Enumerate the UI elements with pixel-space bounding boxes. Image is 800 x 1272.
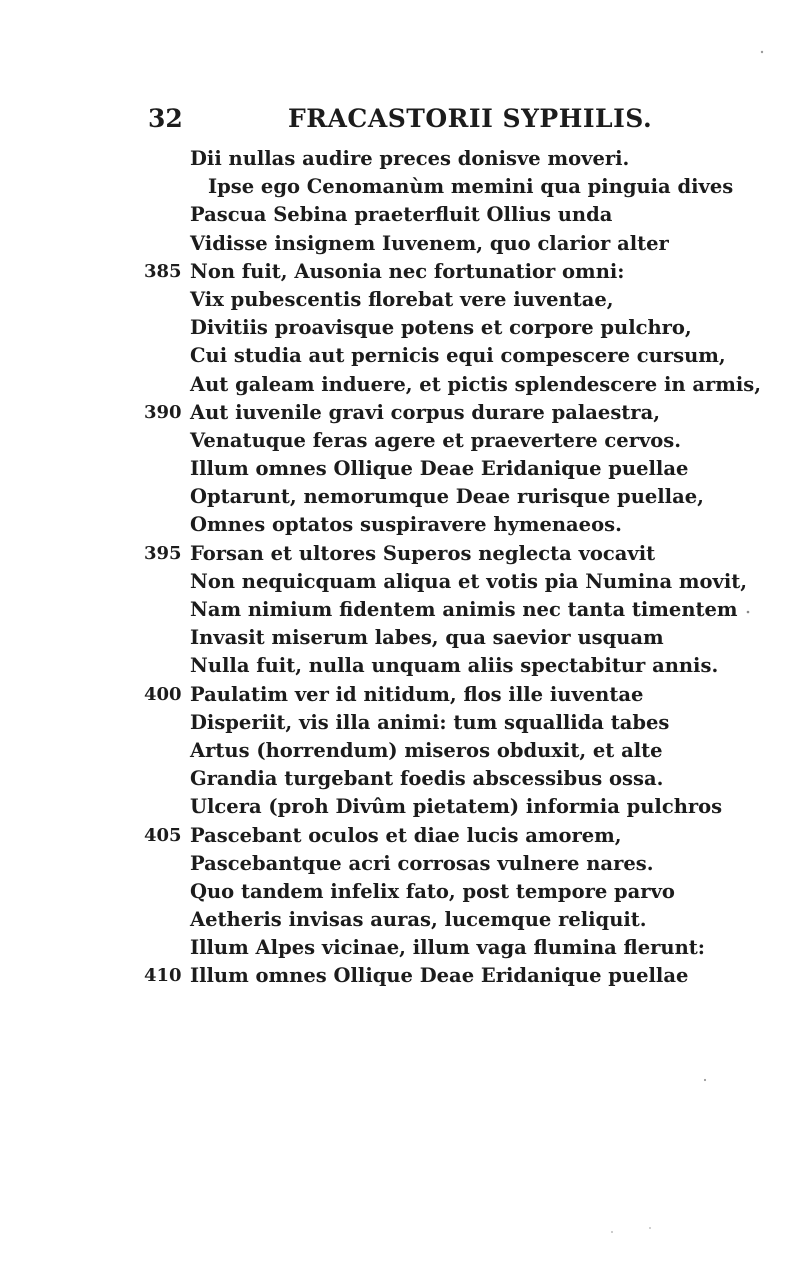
line-text: Illum omnes Ollique Deae Eridanique puellae	[190, 457, 689, 481]
verse-line	[0, 568, 800, 596]
line-text: Non fuit, Ausonia nec fortunatior omni:	[190, 259, 625, 283]
paper-speck	[649, 1227, 651, 1229]
verse-line	[0, 540, 800, 568]
verse-line	[0, 427, 800, 455]
verse-line	[0, 230, 800, 258]
verse-line	[0, 878, 800, 906]
line-text: Nulla fuit, nulla unquam aliis spectabitur annis.	[190, 654, 719, 678]
line-text: Nam nimium fidentem animis nec tanta timentem	[190, 598, 738, 621]
verse-line	[0, 624, 800, 652]
line-text: Optarunt, nemorumque Deae rurisque puellae,	[190, 485, 704, 509]
line-text: Illum omnes Ollique Deae Eridanique puellae	[190, 964, 689, 988]
verse-line	[0, 483, 800, 511]
line-text: Cui studia aut pernicis equi compescere cursum,	[190, 344, 726, 368]
line-number: 395	[144, 542, 182, 564]
page-number: 32	[148, 104, 183, 133]
verse-line	[0, 201, 800, 229]
verse-line	[0, 850, 800, 878]
verse-line	[0, 145, 800, 173]
line-number: 390	[144, 401, 182, 423]
line-text: Invasit miserum labes, qua saevior usquam	[190, 626, 664, 650]
line-text: Vidisse insignem Iuvenem, quo clarior alter	[190, 231, 669, 255]
line-text: Pascua Sebina praeterfluit Ollius unda	[190, 203, 613, 227]
verse-line	[0, 596, 800, 624]
line-text: Aut iuvenile gravi corpus durare palaestra,	[190, 400, 661, 424]
line-text: Artus (horrendum) miseros obduxit, et alte	[190, 738, 663, 762]
verse-line	[0, 286, 800, 314]
verse-line	[0, 962, 800, 990]
line-number: 385	[144, 260, 182, 282]
line-text: Disperiit, vis illa animi: tum squallida tabes	[190, 710, 670, 734]
verse-line	[0, 258, 800, 286]
line-text: Ipse ego Cenomanùm memini qua pinguia dives	[208, 175, 734, 199]
line-text: Divitiis proavisque potens et corpore pulchro,	[190, 316, 692, 340]
verse-line	[0, 793, 800, 821]
verse-line	[0, 934, 800, 962]
verse-line	[0, 681, 800, 709]
paper-speck	[611, 1231, 613, 1233]
paper-speck	[704, 1079, 706, 1081]
verse-line	[0, 765, 800, 793]
paper-speck	[761, 51, 763, 53]
line-text: Grandia turgebant foedis abscessibus ossa.	[190, 767, 664, 791]
line-number: 410	[144, 965, 182, 987]
verse-line	[0, 455, 800, 483]
line-text: Aut galeam induere, et pictis splendescere in armis,	[190, 372, 762, 396]
line-text: Venatuque feras agere et praevertere cervos.	[190, 428, 682, 452]
line-text: Vix pubescentis florebat vere iuventae,	[190, 287, 614, 311]
verse-line	[0, 173, 800, 201]
verse-line	[0, 906, 800, 934]
verse-line	[0, 399, 800, 427]
line-text: Pascebantque acri corrosas vulnere nares.	[190, 851, 654, 875]
verse-line	[0, 511, 800, 539]
line-text: Aetheris invisas auras, lucemque reliquit.	[190, 908, 647, 932]
verse-block	[0, 145, 800, 991]
verse-line	[0, 737, 800, 765]
line-text: Forsan et ultores Superos neglecta vocavit	[190, 541, 656, 565]
line-number: 405	[144, 824, 182, 846]
verse-line	[0, 822, 800, 850]
verse-line	[0, 652, 800, 680]
verse-line	[0, 709, 800, 737]
line-text: Ulcera (proh Divûm pietatem) informia pulchros	[190, 795, 723, 819]
running-head: FRACASTORII SYPHILIS.	[288, 104, 653, 133]
line-number: 400	[144, 683, 182, 705]
line-text: Dii nullas audire preces donisve moveri.	[190, 147, 630, 170]
verse-line	[0, 314, 800, 342]
line-text: Illum Alpes vicinae, illum vaga flumina flerunt:	[190, 936, 705, 960]
line-text: Quo tandem infelix fato, post tempore parvo	[190, 879, 675, 903]
line-text: Paulatim ver id nitidum, flos ille iuventae	[190, 682, 644, 706]
line-text: Pascebant oculos et diae lucis amorem,	[190, 823, 622, 847]
line-text: Non nequicquam aliqua et votis pia Numina movit,	[190, 569, 748, 593]
line-text: Omnes optatos suspiravere hymenaeos.	[190, 513, 622, 537]
verse-line	[0, 371, 800, 399]
verse-line	[0, 342, 800, 370]
